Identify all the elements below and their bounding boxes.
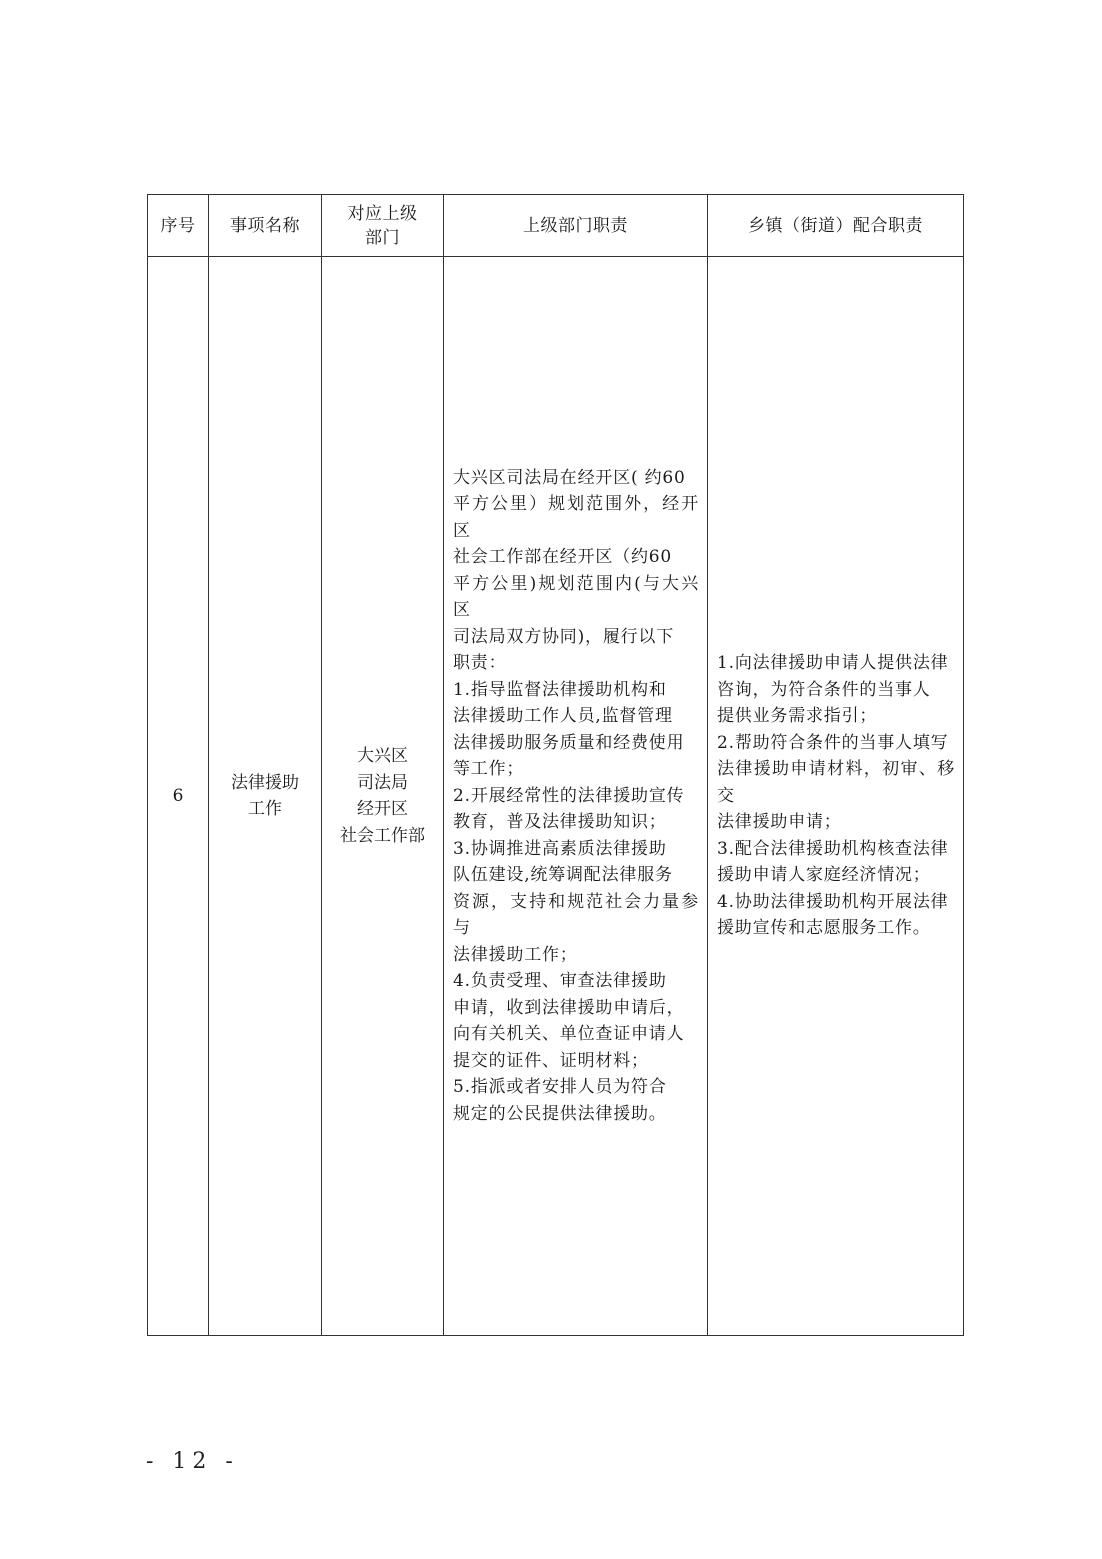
duty-line: 2.帮助符合条件的当事人填写: [717, 732, 949, 753]
duty-line: 法律援助工作；: [453, 944, 578, 965]
duty-line: 4.协助法律援助机构开展法律: [717, 891, 949, 912]
duties-table: [147, 194, 964, 1336]
duty-line: 资源，支持和规范社会力量参与: [453, 891, 699, 939]
duties-table-container: [147, 194, 963, 1336]
duty-line: 向有关机关、单位查证申请人: [453, 1024, 685, 1045]
duty-line: 援助申请人家庭经济情况；: [717, 865, 931, 886]
duty-line: 3.配合法律援助机构核查法律: [717, 838, 949, 859]
superior-dept-line: 经开区: [357, 799, 408, 819]
duty-line: 等工作；: [453, 759, 525, 780]
page-number: - 12 -: [146, 1449, 239, 1474]
duty-line: 规定的公民提供法律援助。: [453, 1103, 667, 1124]
duty-line: 4.负责受理、审查法律援助: [453, 971, 667, 992]
header-township-duties: 乡镇（街道）配合职责: [708, 195, 964, 257]
superior-duties-text: [444, 465, 707, 1128]
header-superior-duties: 上级部门职责: [444, 195, 708, 257]
duty-line: 法律援助申请材料，初审、移交: [717, 759, 955, 806]
duty-line: 3.协调推进高素质法律援助: [453, 838, 667, 859]
duty-line: 提交的证件、证明材料；: [453, 1050, 649, 1071]
header-superior-dept-line1: 对应上级: [347, 203, 418, 224]
item-name-line: 法律援助: [231, 772, 299, 793]
duty-line: 2.开展经常性的法律援助宣传: [453, 785, 685, 806]
duty-line: 咨询，为符合条件的当事人: [717, 679, 931, 700]
duty-line: 教育，普及法律援助知识；: [453, 812, 667, 833]
duty-line: 司法局双方协同)，履行以下: [453, 626, 675, 647]
superior-dept-line: 社会工作部: [340, 825, 425, 846]
duty-line: 职责：: [453, 653, 507, 674]
duty-line: 队伍建设,统筹调配法律服务: [453, 865, 673, 886]
cell-superior-dept: [322, 257, 444, 1336]
duty-line: 社会工作部在经开区（约60: [453, 547, 673, 568]
duty-line: 申请，收到法律援助申请后，: [453, 997, 685, 1018]
duty-line: 法律援助申请；: [717, 812, 842, 833]
township-duties-text: [708, 650, 963, 942]
header-seq: 序号: [148, 195, 209, 257]
duty-line: 大兴区司法局在经开区( 约60: [453, 467, 686, 488]
cell-item-name: [209, 257, 322, 1336]
duty-line: 提供业务需求指引；: [717, 706, 878, 727]
header-superior-dept-line2: 部门: [365, 227, 400, 248]
table-row: [148, 257, 964, 1336]
cell-township-duties: [708, 257, 964, 1336]
duty-line: 法律援助工作人员,监督管理: [453, 706, 673, 727]
header-item-name: 事项名称: [209, 195, 322, 257]
duty-line: 平方公里)规划范围内(与大兴区: [453, 573, 699, 621]
superior-dept-line: 司法局: [357, 772, 408, 793]
header-superior-dept: [322, 195, 444, 257]
duty-line: 5.指派或者安排人员为符合: [453, 1077, 667, 1098]
superior-dept-line: 大兴区: [357, 746, 408, 766]
item-name-line: 工作: [248, 799, 282, 819]
duty-line: 援助宣传和志愿服务工作。: [717, 918, 931, 939]
cell-superior-duties: [444, 257, 708, 1336]
duty-line: 法律援助服务质量和经费使用: [453, 732, 685, 753]
duty-line: 1.指导监督法律援助机构和: [453, 679, 667, 700]
cell-seq: 6: [148, 257, 209, 1336]
table-header-row: [148, 195, 964, 257]
duty-line: 平方公里）规划范围外，经开区: [453, 494, 699, 541]
duty-line: 1.向法律援助申请人提供法律: [717, 653, 949, 674]
